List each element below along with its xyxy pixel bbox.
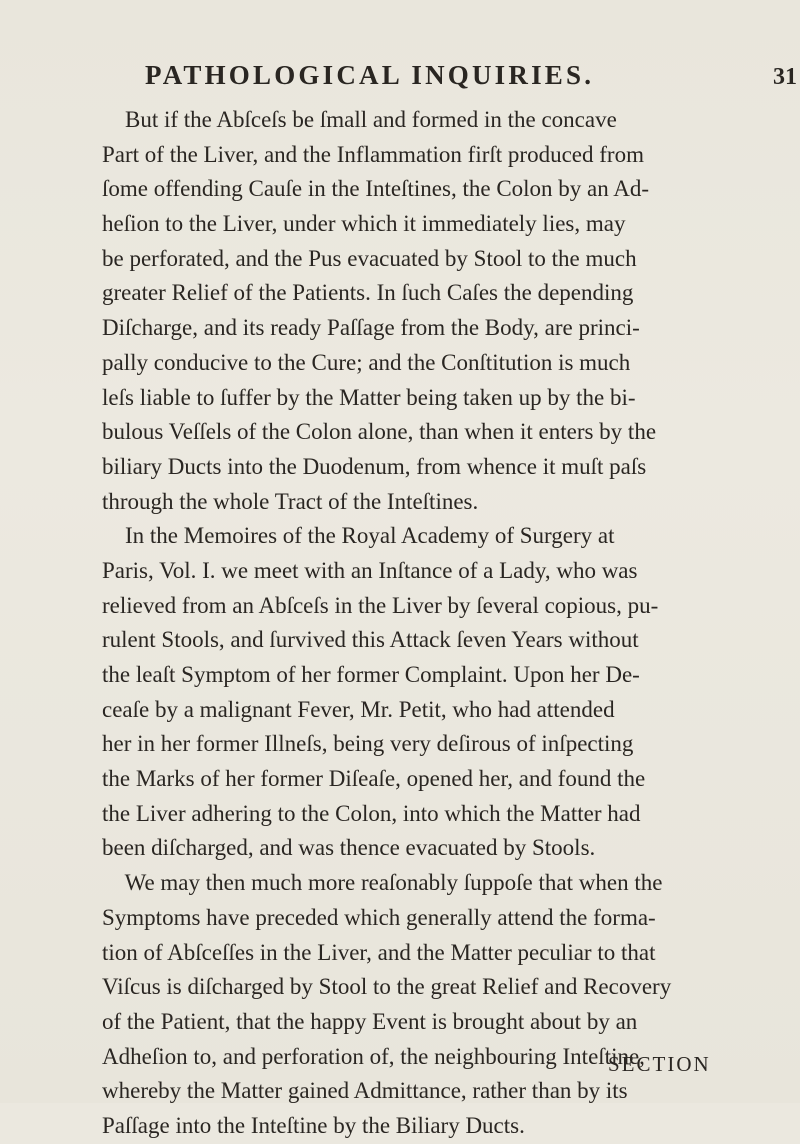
text-line: relieved from an Abſceſs in the Liver by ſeveral copious, pu- [102,592,659,618]
text-line: been diſcharged, and was thence evacuated by Stools. [102,835,596,861]
text-line: Viſcus is diſcharged by Stool to the great Relief and Recovery [102,974,672,1000]
page-number: 31 [773,64,797,90]
text-line: be perforated, and the Pus evacuated by Stool to the much [102,245,637,271]
text-line: heſion to the Liver, under which it immediately lies, may [102,211,626,237]
text-line: her in her former Illneſs, being very deſirous of inſpecting [102,731,634,757]
running-title: PATHOLOGICAL INQUIRIES. [145,60,595,90]
text-line: through the whole Tract of the Inteſtines. [102,488,479,514]
text-line: rulent Stools, and ſurvived this Attack ſeven Years without [102,627,639,653]
text-line: But if the Abſceſs be ſmall and formed in the concave [102,107,617,132]
text-line: ceaſe by a malignant Fever, Mr. Petit, who had attended [102,696,615,722]
text-line: biliary Ducts into the Duodenum, from whence it muſt paſs [102,453,647,479]
running-head [145,60,797,96]
text-line: In the Memoires of the Royal Academy of Surgery at [102,523,615,549]
text-body [102,103,792,1144]
text-line: whereby the Matter gained Admittance, rather than by its [102,1078,628,1104]
text-line: the leaſt Symptom of her former Complaint. Upon her De- [102,662,640,687]
text-line: pally conducive to the Cure; and the Conſtitution is much [102,349,631,375]
text-line: Adheſion to, and perforation of, the neighbouring Inteſtine, [102,1043,645,1069]
text-line: of the Patient, that the happy Event is brought about by an [102,1008,638,1034]
text-line: greater Relief of the Patients. In ſuch Caſes the depending [102,280,634,306]
text-line: Paris, Vol. I. we meet with an Inſtance of a Lady, who was [102,557,638,583]
text-line: Diſcharge, and its ready Paſſage from the Body, are princi- [102,315,640,341]
text-line: Symptoms have preceded which generally attend the forma- [102,904,656,930]
text-line: ſome offending Cauſe in the Inteſtines, the Colon by an Ad- [102,176,650,202]
text-line: Paſſage into the Inteſtine by the Biliary Ducts. [102,1112,525,1138]
text-line: the Liver adhering to the Colon, into which the Matter had [102,800,641,826]
catchword: SECTION [608,1052,711,1076]
text-line: We may then much more reaſonably ſuppoſe that when the [102,870,663,896]
text-line: Part of the Liver, and the Inflammation firſt produced from [102,141,644,167]
text-line: leſs liable to ſuffer by the Matter being taken up by the bi- [102,384,636,410]
text-line: the Marks of her former Diſeaſe, opened her, and found the [102,766,646,792]
text-line: tion of Abſceſſes in the Liver, and the Matter peculiar to that [102,939,656,965]
text-line: bulous Veſſels of the Colon alone, than when it enters by the [102,419,657,445]
